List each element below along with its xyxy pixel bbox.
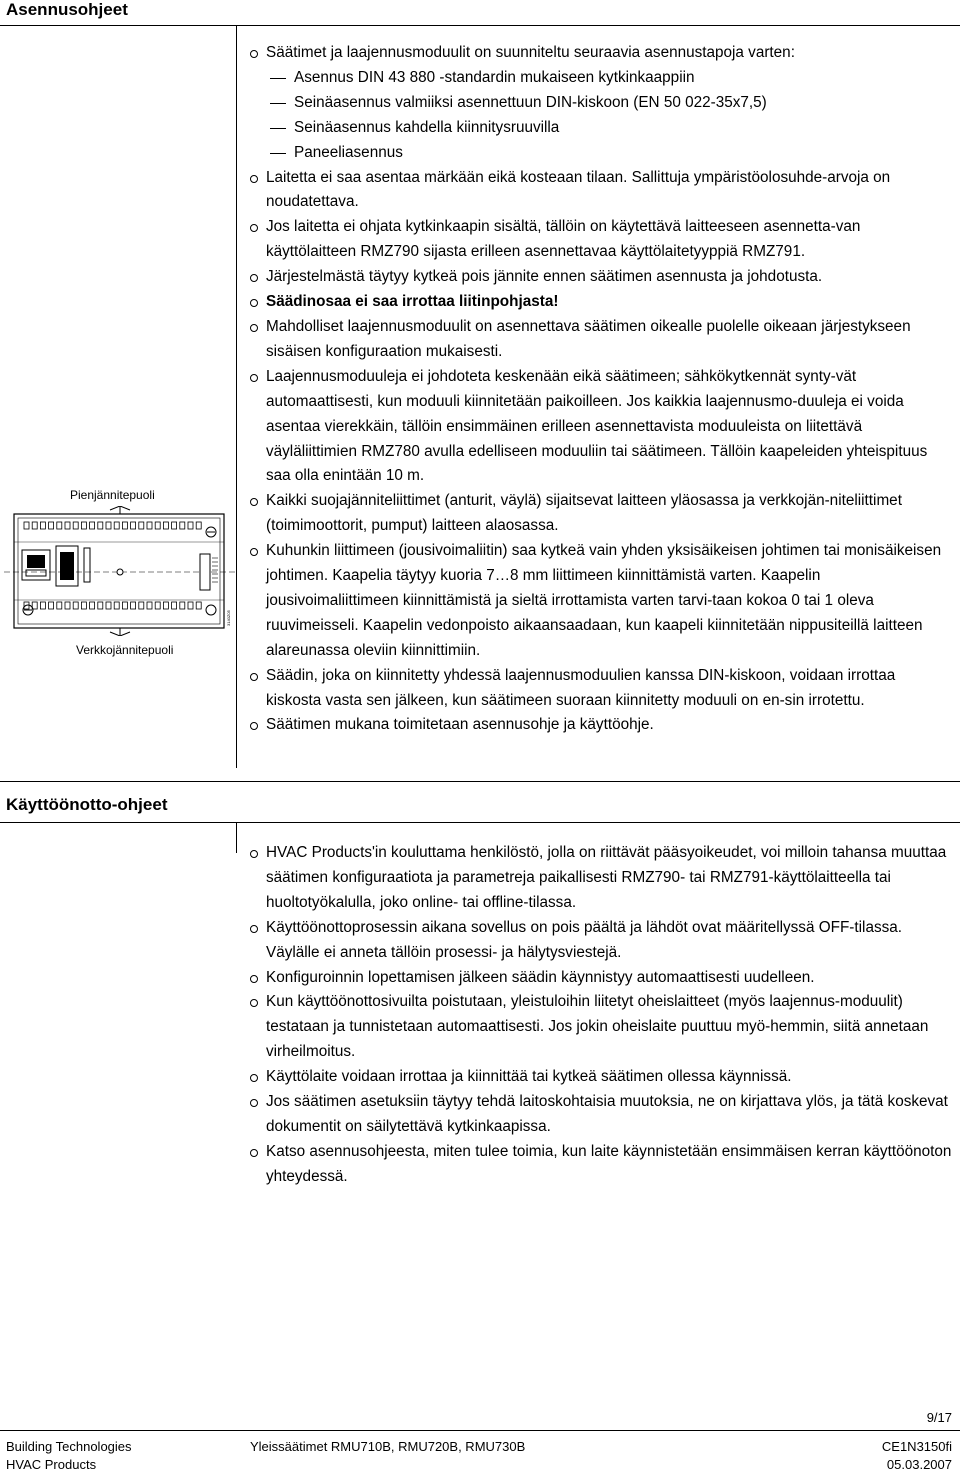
terminal-slot [114, 602, 119, 609]
list-item: Säätimet ja laajennusmoduulit on suunniteltu seuraavia asennustapoja varten: [248, 41, 954, 66]
list-item: Säädinosaa ei saa irrottaa liitinpohjasta! [248, 290, 954, 315]
list-item: Kun käyttöönottosivuilta poistutaan, yleistuloihin liitetyt oheislaitteet (myös laajennus-moduulit) testataan ja tunnistetaan automaattisesti. Jos jokin oheislaite puuttuu myö-hemmin, siitä annetaan virheilmoitus. [248, 990, 954, 1065]
controller-device-illustration [4, 506, 236, 636]
list-item: Käyttöönottoprosessin aikana sovellus on pois päältä ja lähdöt ovat määritellyssä OFF-tilassa. Väylälle ei anneta tällöin prosessi- ja hälytysviestejä. [248, 916, 954, 966]
terminal-slot [106, 602, 111, 609]
terminal-slot [163, 522, 168, 529]
list-item: Mahdolliset laajennusmoduulit on asennettava säätimen oikealle puolelle oikeaan järjestykseen sisäisen konfiguraation mukaisesti. [248, 315, 954, 365]
list-item: Jos laitetta ei ohjata kytkinkaapin sisältä, tällöin on käytettävä laitteeseen asennetta-van käyttölaitteen RMZ790 sijasta erilleen asennettavaa käyttölaitetyyppiä RMZ791. [248, 215, 954, 265]
footer-rule [0, 1430, 960, 1431]
terminal-slot [163, 602, 168, 609]
terminal-slot [188, 602, 193, 609]
page-number: 9/17 [926, 1410, 952, 1425]
terminal-slot [65, 522, 70, 529]
list-item: Säätimen mukana toimitetaan asennusohje ja käyttöohje. [248, 713, 954, 738]
section-title-installation: Asennusohjeet [6, 0, 128, 19]
terminal-slot [139, 602, 144, 609]
list-item: Laajennusmoduuleja ei johdoteta keskenään eikä säätimeen; sähkökytkennät synty-vät automaattisesti, kun moduuli kiinnitetään paikoilleen. Jos kaikkia laajennusmo-duuleja ei voida asentaa vierekkäin, tällöin ensimmäinen erilleen asennettavista moduuleista on liitettävä väyläliittimien RMZ780 avulla edelliseen moduuliin tai säätimeen. Tällöin kaapeleiden yhteispituus saa olla enintään 10 m. [248, 365, 954, 490]
list-item: Kaikki suojajänniteliittimet (anturit, väylä) sijaitsevat laitteen yläosassa ja verkkojän-niteliittimet (toimimoottorit, pumput) laitteen alaosassa. [248, 489, 954, 539]
installation-list [248, 41, 954, 738]
column-divider [236, 26, 237, 768]
terminal-slot [147, 602, 152, 609]
terminal-slot [73, 522, 78, 529]
terminal-slot [98, 522, 103, 529]
terminal-slot [65, 602, 70, 609]
section-rule-installation [0, 25, 960, 26]
figure-label-low-voltage: Pienjännitepuoli [70, 488, 155, 502]
terminal-slot [32, 522, 37, 529]
footer-document-code: CE1N3150fi [881, 1439, 952, 1454]
terminal-slot [114, 522, 119, 529]
footer-date: 05.03.2007 [886, 1457, 952, 1472]
column-divider-2 [236, 823, 237, 853]
terminal-slot [172, 602, 177, 609]
terminal-slot [196, 522, 201, 529]
terminal-slot [131, 602, 136, 609]
terminal-slot [24, 522, 29, 529]
terminal-slot [73, 602, 78, 609]
list-subitem: Asennus DIN 43 880 -standardin mukaiseen kytkinkaappiin [248, 66, 954, 91]
footer-company: Building Technologies [6, 1439, 132, 1454]
terminal-slot [57, 602, 62, 609]
terminal-slot [139, 522, 144, 529]
list-subitem: Seinäasennus kahdella kiinnitysruuvilla [248, 116, 954, 141]
terminal-slot [106, 522, 111, 529]
footer-division: HVAC Products [6, 1457, 97, 1472]
list-item: Säädin, joka on kiinnitetty yhdessä laajennusmoduulien kanssa DIN-kiskoon, voidaan irrottaa kiskosta vasta sen jälkeen, kun säätimeen suoraan kiinnitetty moduuli on en-sin irrotettu. [248, 664, 954, 714]
terminal-slot [147, 522, 152, 529]
figure-code: 3140Z05 [226, 610, 231, 626]
list-item: Konfiguroinnin lopettamisen jälkeen säädin käynnistyy automaattisesti uudelleen. [248, 966, 954, 991]
terminal-slot [49, 602, 54, 609]
list-item: Katso asennusohjeesta, miten tulee toimia, kun laite käynnistetään ensimmäisen kerran käyttöönoton yhteydessä. [248, 1140, 954, 1190]
list-subitem: Seinäasennus valmiiksi asennettuun DIN-kiskoon (EN 50 022-35x7,5) [248, 91, 954, 116]
list-item: Järjestelmästä täytyy kytkeä pois jännite ennen säätimen asennusta ja johdotusta. [248, 265, 954, 290]
footer-document-title: Yleissäätimet RMU710B, RMU720B, RMU730B [250, 1439, 526, 1454]
terminal-slot [90, 602, 95, 609]
list-item: HVAC Products'in kouluttama henkilöstö, jolla on riittävät pääsyoikeudet, voi milloin tahansa muuttaa säätimen konfiguraatiota ja parametreja paikallisesti RMZ790- tai RMZ791-käyttölaitteella tai huoltotyökalulla, joko online- tai offline-tilassa. [248, 841, 954, 916]
list-item: Kuhunkin liittimeen (jousivoimaliitin) saa kytkeä vain yhden yksisäikeisen johtimen tai monisäikeisen johtimen. Kaapelia täytyy kuoria 7…8 mm liittimeen kiinnittämistä varten. Kaapelin jousivoimaliittimeen kiinnittämistä ja sieltä irrottamista varten tarvi-taan kokoa 0 tai 1 oleva ruuvimeisseli. Kaapelin vedonpoisto aikaansaadaan, kun kaapeli kiinnitetään nippusiteillä laitteen alareunassa oleviin kiinnittimiin. [248, 539, 954, 664]
list-subitem: Paneeliasennus [248, 141, 954, 166]
list-item: Jos säätimen asetuksiin täytyy tehdä laitoskohtaisia muutoksia, ne on kirjattava ylös, ja tätä koskevat dokumentit on säilytettävä kytkinkaapissa. [248, 1090, 954, 1140]
terminal-slot [180, 602, 185, 609]
terminal-slot [155, 602, 160, 609]
terminal-slot [188, 522, 193, 529]
section-title-commissioning: Käyttöönotto-ohjeet [6, 795, 168, 814]
terminal-slot [131, 522, 136, 529]
list-item: Laitetta ei saa asentaa märkään eikä kosteaan tilaan. Sallittuja ympäristöolosuhde-arvoja on noudatettava. [248, 166, 954, 216]
terminal-slot [81, 602, 86, 609]
terminal-slot [155, 522, 160, 529]
terminal-slot [57, 522, 62, 529]
terminal-slot [98, 602, 103, 609]
section-rule-commissioning-top [0, 781, 960, 782]
commissioning-list [248, 841, 954, 1190]
section-rule-commissioning [0, 822, 960, 823]
terminal-slot [172, 522, 177, 529]
terminal-slot [40, 602, 45, 609]
terminal-slot [196, 602, 201, 609]
terminal-slot [180, 522, 185, 529]
figure-label-mains-voltage: Verkkojännitepuoli [76, 643, 174, 657]
list-item: Käyttölaite voidaan irrottaa ja kiinnittää tai kytkeä säätimen ollessa käynnissä. [248, 1065, 954, 1090]
terminal-slot [81, 522, 86, 529]
terminal-slot [40, 522, 45, 529]
terminal-slot [122, 602, 127, 609]
terminal-slot [122, 522, 127, 529]
terminal-slot [90, 522, 95, 529]
terminal-slot [49, 522, 54, 529]
